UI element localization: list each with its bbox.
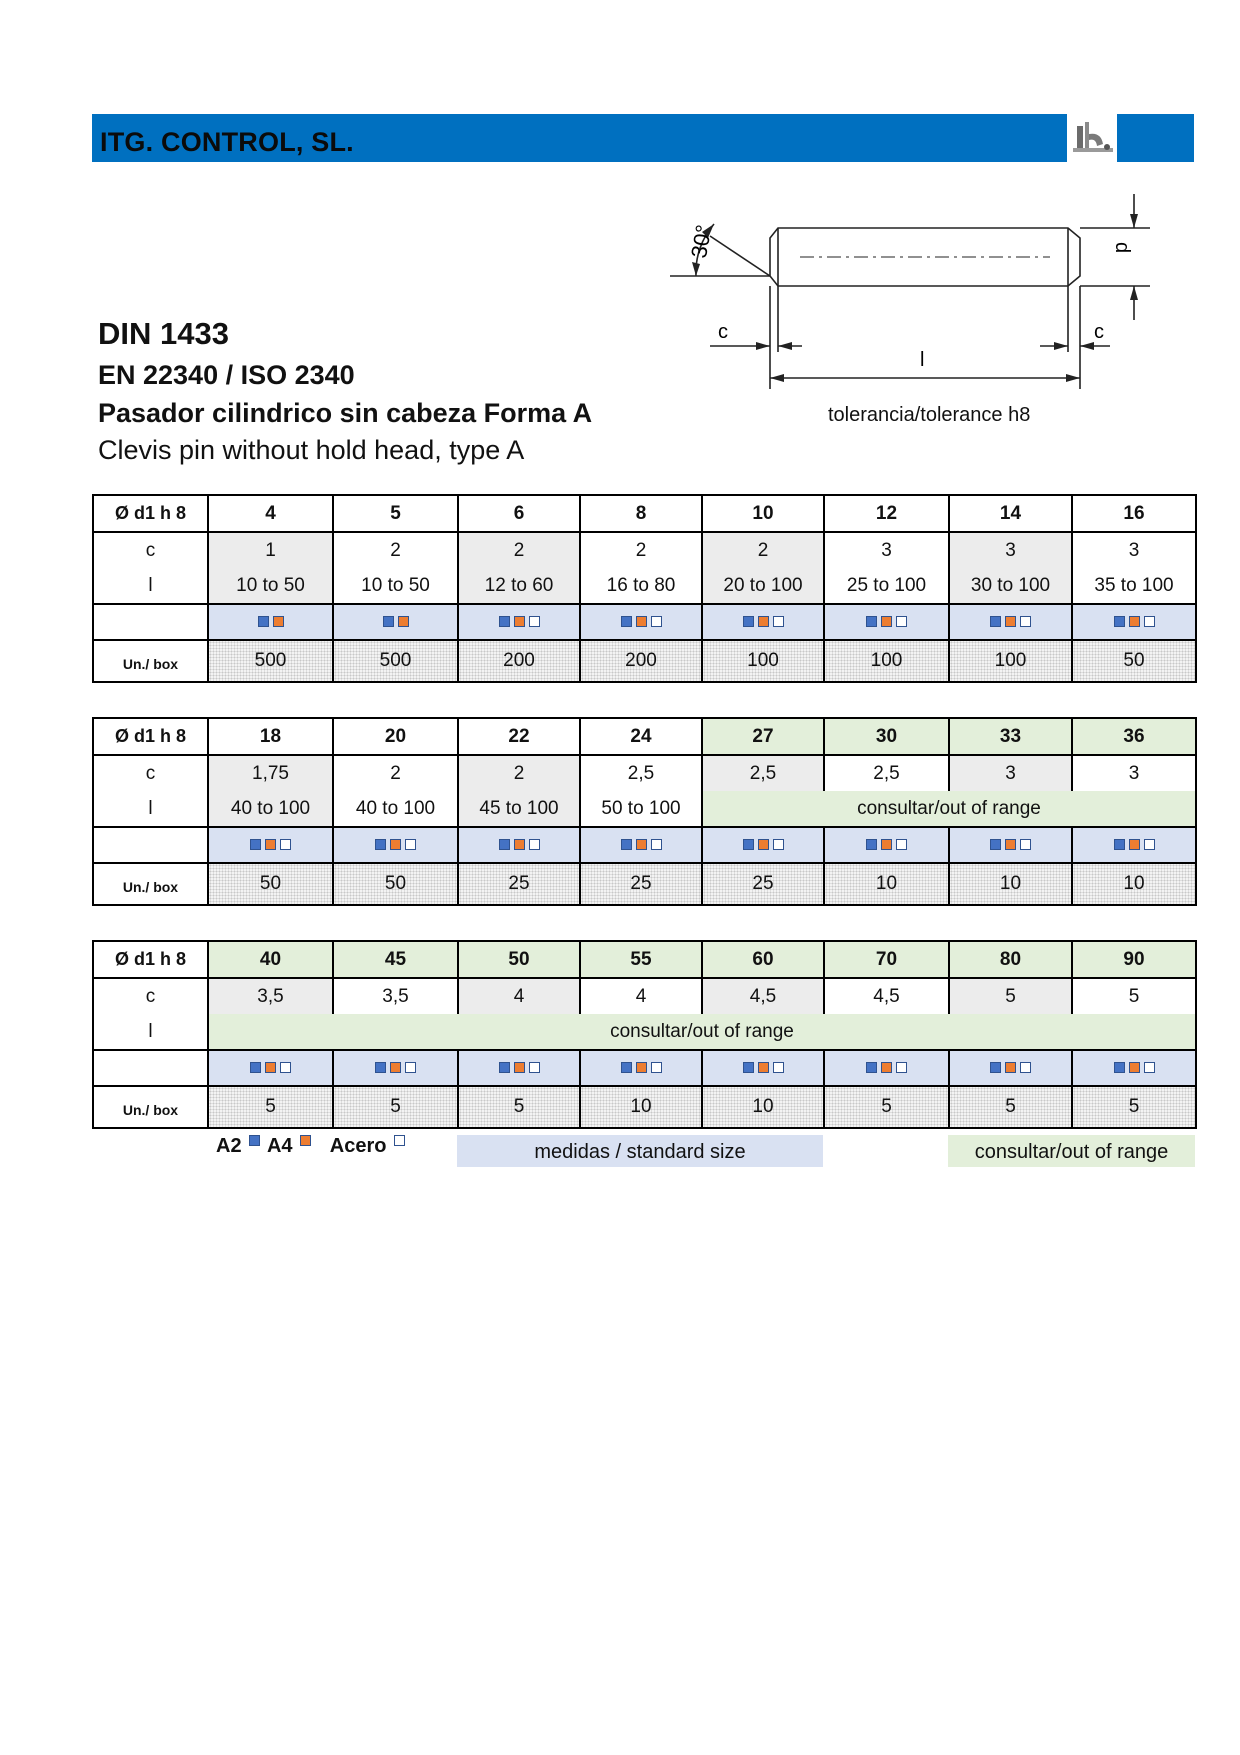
standard-title: DIN 1433	[98, 316, 229, 351]
size-cell: 45	[333, 941, 458, 978]
material-cell	[580, 604, 702, 640]
l-label: l	[93, 791, 208, 827]
material-cell	[824, 1050, 949, 1086]
box-cell: 200	[458, 640, 580, 682]
material-cell	[208, 1050, 333, 1086]
size-cell: 80	[949, 941, 1072, 978]
c-cell: 4,5	[824, 978, 949, 1014]
a2-square-icon	[866, 1062, 877, 1073]
steel-square-icon	[529, 839, 540, 850]
size-cell: 36	[1072, 718, 1196, 755]
size-cell: 90	[1072, 941, 1196, 978]
table-row	[93, 604, 1196, 640]
diameter-header: Ø d1 h 8	[93, 941, 208, 978]
box-cell: 10	[702, 1086, 824, 1128]
steel-square-icon	[651, 616, 662, 627]
diameter-header: Ø d1 h 8	[93, 718, 208, 755]
a4-square-icon	[265, 839, 276, 850]
c-cell: 2	[333, 755, 458, 791]
table-row	[93, 1014, 1196, 1050]
material-cell	[458, 604, 580, 640]
size-cell: 40	[208, 941, 333, 978]
a4-square-icon	[1129, 616, 1140, 627]
c-cell: 4	[580, 978, 702, 1014]
tolerance-note: tolerancia/tolerance h8	[828, 404, 1031, 426]
c-cell: 3,5	[333, 978, 458, 1014]
company-name: ITG. CONTROL, SL.	[100, 127, 354, 157]
box-cell: 25	[580, 863, 702, 905]
steel-square-icon	[529, 1062, 540, 1073]
c-cell: 5	[1072, 978, 1196, 1014]
steel-square-icon	[773, 616, 784, 627]
box-cell: 25	[702, 863, 824, 905]
c-label: c	[93, 755, 208, 791]
size-cell: 18	[208, 718, 333, 755]
size-cell: 50	[458, 941, 580, 978]
a2-square-icon	[990, 616, 1001, 627]
c-cell: 4	[458, 978, 580, 1014]
a4-square-icon	[265, 1062, 276, 1073]
a4-square-icon	[300, 1135, 311, 1146]
out-of-range-cell: consultar/out of range	[702, 791, 1196, 827]
a4-square-icon	[390, 839, 401, 850]
a2-square-icon	[743, 616, 754, 627]
a4-square-icon	[881, 616, 892, 627]
box-cell: 100	[702, 640, 824, 682]
steel-square-icon	[1144, 616, 1155, 627]
out-of-range-cell: consultar/out of range	[208, 1014, 1196, 1050]
a4-square-icon	[636, 839, 647, 850]
diameter-label: d	[1111, 242, 1133, 254]
material-cell	[824, 604, 949, 640]
size-cell: 8	[580, 495, 702, 532]
c-cell: 5	[949, 978, 1072, 1014]
a2-square-icon	[990, 1062, 1001, 1073]
material-cell	[208, 827, 333, 863]
a2-square-icon	[499, 616, 510, 627]
box-cell: 10	[949, 863, 1072, 905]
size-cell: 16	[1072, 495, 1196, 532]
diameter-header: Ø d1 h 8	[93, 495, 208, 532]
material-cell	[1072, 1050, 1196, 1086]
material-cell	[949, 1050, 1072, 1086]
material-label	[93, 827, 208, 863]
a4-square-icon	[1005, 839, 1016, 850]
steel-square-icon	[896, 616, 907, 627]
c-cell: 3,5	[208, 978, 333, 1014]
box-cell: 5	[949, 1086, 1072, 1128]
c-cell: 3	[949, 532, 1072, 568]
a2-square-icon	[258, 616, 269, 627]
l-cell: 45 to 100	[458, 791, 580, 827]
l-label: l	[93, 568, 208, 604]
box-cell: 50	[333, 863, 458, 905]
pin-drawing	[670, 186, 1160, 401]
box-cell: 5	[1072, 1086, 1196, 1128]
size-table-3	[92, 940, 1197, 1129]
box-cell: 500	[208, 640, 333, 682]
material-cell	[1072, 827, 1196, 863]
l-cell: 30 to 100	[949, 568, 1072, 604]
box-label: Un./ box	[93, 640, 208, 682]
a4-square-icon	[636, 1062, 647, 1073]
a4-square-icon	[1129, 839, 1140, 850]
size-table-1	[92, 494, 1197, 683]
l-cell: 40 to 100	[333, 791, 458, 827]
steel-square-icon	[529, 616, 540, 627]
l-cell: 50 to 100	[580, 791, 702, 827]
material-cell	[702, 827, 824, 863]
box-label: Un./ box	[93, 1086, 208, 1128]
a4-square-icon	[514, 1062, 525, 1073]
a2-square-icon	[499, 1062, 510, 1073]
box-cell: 200	[580, 640, 702, 682]
a2-square-icon	[621, 839, 632, 850]
material-label	[93, 1050, 208, 1086]
a4-square-icon	[514, 839, 525, 850]
c-cell: 1,75	[208, 755, 333, 791]
size-cell: 60	[702, 941, 824, 978]
c-left-label: c	[718, 321, 728, 343]
a2-square-icon	[1114, 616, 1125, 627]
box-cell: 10	[580, 1086, 702, 1128]
a2-legend-label: A2	[216, 1135, 242, 1157]
material-cell	[458, 827, 580, 863]
l-cell: 20 to 100	[702, 568, 824, 604]
c-cell: 2	[458, 532, 580, 568]
size-cell: 6	[458, 495, 580, 532]
table-row	[93, 495, 1196, 532]
steel-square-icon	[896, 839, 907, 850]
table-row	[93, 978, 1196, 1014]
a4-square-icon	[636, 616, 647, 627]
steel-square-icon	[1020, 839, 1031, 850]
steel-square-icon	[651, 839, 662, 850]
length-label: l	[920, 349, 925, 371]
a2-square-icon	[990, 839, 1001, 850]
size-cell: 14	[949, 495, 1072, 532]
a4-square-icon	[758, 1062, 769, 1073]
material-cell	[333, 604, 458, 640]
a4-square-icon	[758, 839, 769, 850]
c-cell: 3	[949, 755, 1072, 791]
size-cell: 20	[333, 718, 458, 755]
size-cell: 55	[580, 941, 702, 978]
steel-square-icon	[773, 1062, 784, 1073]
l-cell: 35 to 100	[1072, 568, 1196, 604]
table-row	[93, 568, 1196, 604]
a2-square-icon	[621, 1062, 632, 1073]
material-cell	[949, 604, 1072, 640]
equivalent-standards: EN 22340 / ISO 2340	[98, 360, 355, 390]
box-cell: 25	[458, 863, 580, 905]
box-cell: 5	[458, 1086, 580, 1128]
box-cell: 500	[333, 640, 458, 682]
table-row	[93, 1086, 1196, 1128]
box-cell: 100	[949, 640, 1072, 682]
l-label: l	[93, 1014, 208, 1050]
l-cell: 40 to 100	[208, 791, 333, 827]
a4-legend-label: A4	[266, 1135, 293, 1157]
size-cell: 70	[824, 941, 949, 978]
a4-square-icon	[1005, 616, 1016, 627]
material-cell	[208, 604, 333, 640]
a2-square-icon	[249, 1135, 260, 1146]
material-cell	[333, 827, 458, 863]
c-cell: 2	[333, 532, 458, 568]
out-of-range-legend: consultar/out of range	[948, 1135, 1195, 1167]
c-right-label: c	[1094, 321, 1104, 343]
c-cell: 3	[1072, 755, 1196, 791]
material-cell	[702, 604, 824, 640]
c-cell: 2	[702, 532, 824, 568]
header-banner	[92, 114, 1194, 162]
material-cell	[458, 1050, 580, 1086]
standard-size-legend: medidas / standard size	[457, 1135, 823, 1167]
a4-square-icon	[514, 616, 525, 627]
box-cell: 10	[824, 863, 949, 905]
material-cell	[824, 827, 949, 863]
size-table-2	[92, 717, 1197, 906]
c-label: c	[93, 532, 208, 568]
a2-square-icon	[743, 839, 754, 850]
table-row	[93, 863, 1196, 905]
table-row	[93, 532, 1196, 568]
box-cell: 10	[1072, 863, 1196, 905]
itg-logo-icon	[1067, 114, 1117, 162]
steel-square-icon	[280, 1062, 291, 1073]
steel-square-icon	[280, 839, 291, 850]
a4-square-icon	[390, 1062, 401, 1073]
table-row	[93, 1050, 1196, 1086]
l-cell: 10 to 50	[333, 568, 458, 604]
size-cell: 22	[458, 718, 580, 755]
steel-square-icon	[651, 1062, 662, 1073]
material-label	[93, 604, 208, 640]
steel-legend-label: Acero	[329, 1135, 387, 1157]
a4-square-icon	[758, 616, 769, 627]
c-cell: 1	[208, 532, 333, 568]
table-row	[93, 827, 1196, 863]
steel-square-icon	[394, 1135, 405, 1146]
c-cell: 2,5	[580, 755, 702, 791]
material-cell	[702, 1050, 824, 1086]
material-cell	[949, 827, 1072, 863]
steel-square-icon	[896, 1062, 907, 1073]
c-label: c	[93, 978, 208, 1014]
c-cell: 3	[1072, 532, 1196, 568]
a4-square-icon	[1005, 1062, 1016, 1073]
box-cell: 100	[824, 640, 949, 682]
table-row	[93, 791, 1196, 827]
a2-square-icon	[383, 616, 394, 627]
a2-square-icon	[621, 616, 632, 627]
size-cell: 10	[702, 495, 824, 532]
material-cell	[580, 1050, 702, 1086]
table-row	[93, 718, 1196, 755]
box-label: Un./ box	[93, 863, 208, 905]
a2-square-icon	[1114, 1062, 1125, 1073]
l-cell: 12 to 60	[458, 568, 580, 604]
size-cell: 30	[824, 718, 949, 755]
material-legend	[216, 1135, 407, 1167]
box-cell: 50	[1072, 640, 1196, 682]
a2-square-icon	[250, 1062, 261, 1073]
material-cell	[333, 1050, 458, 1086]
c-cell: 2,5	[702, 755, 824, 791]
a2-square-icon	[250, 839, 261, 850]
angle-label: 30°	[686, 222, 717, 260]
product-name-en: Clevis pin without hold head, type A	[98, 435, 525, 465]
c-cell: 2,5	[824, 755, 949, 791]
a4-square-icon	[1129, 1062, 1140, 1073]
c-cell: 2	[458, 755, 580, 791]
l-cell: 10 to 50	[208, 568, 333, 604]
steel-square-icon	[405, 1062, 416, 1073]
a2-square-icon	[375, 1062, 386, 1073]
a2-square-icon	[1114, 839, 1125, 850]
a4-square-icon	[398, 616, 409, 627]
size-cell: 12	[824, 495, 949, 532]
size-cell: 27	[702, 718, 824, 755]
a4-square-icon	[881, 839, 892, 850]
box-cell: 5	[824, 1086, 949, 1128]
steel-square-icon	[1144, 839, 1155, 850]
table-row	[93, 941, 1196, 978]
material-cell	[1072, 604, 1196, 640]
c-cell: 4,5	[702, 978, 824, 1014]
steel-square-icon	[1020, 616, 1031, 627]
box-cell: 5	[208, 1086, 333, 1128]
steel-square-icon	[1144, 1062, 1155, 1073]
steel-square-icon	[1020, 1062, 1031, 1073]
a2-square-icon	[743, 1062, 754, 1073]
steel-square-icon	[773, 839, 784, 850]
size-cell: 5	[333, 495, 458, 532]
table-row	[93, 755, 1196, 791]
a2-square-icon	[866, 839, 877, 850]
a2-square-icon	[499, 839, 510, 850]
material-cell	[580, 827, 702, 863]
a4-square-icon	[881, 1062, 892, 1073]
size-cell: 33	[949, 718, 1072, 755]
a4-square-icon	[273, 616, 284, 627]
table-row	[93, 640, 1196, 682]
c-cell: 3	[824, 532, 949, 568]
size-cell: 24	[580, 718, 702, 755]
a2-square-icon	[375, 839, 386, 850]
a2-square-icon	[866, 616, 877, 627]
size-cell: 4	[208, 495, 333, 532]
product-name-es: Pasador cilindrico sin cabeza Forma A	[98, 398, 593, 428]
box-cell: 5	[333, 1086, 458, 1128]
l-cell: 16 to 80	[580, 568, 702, 604]
steel-square-icon	[405, 839, 416, 850]
c-cell: 2	[580, 532, 702, 568]
box-cell: 50	[208, 863, 333, 905]
l-cell: 25 to 100	[824, 568, 949, 604]
